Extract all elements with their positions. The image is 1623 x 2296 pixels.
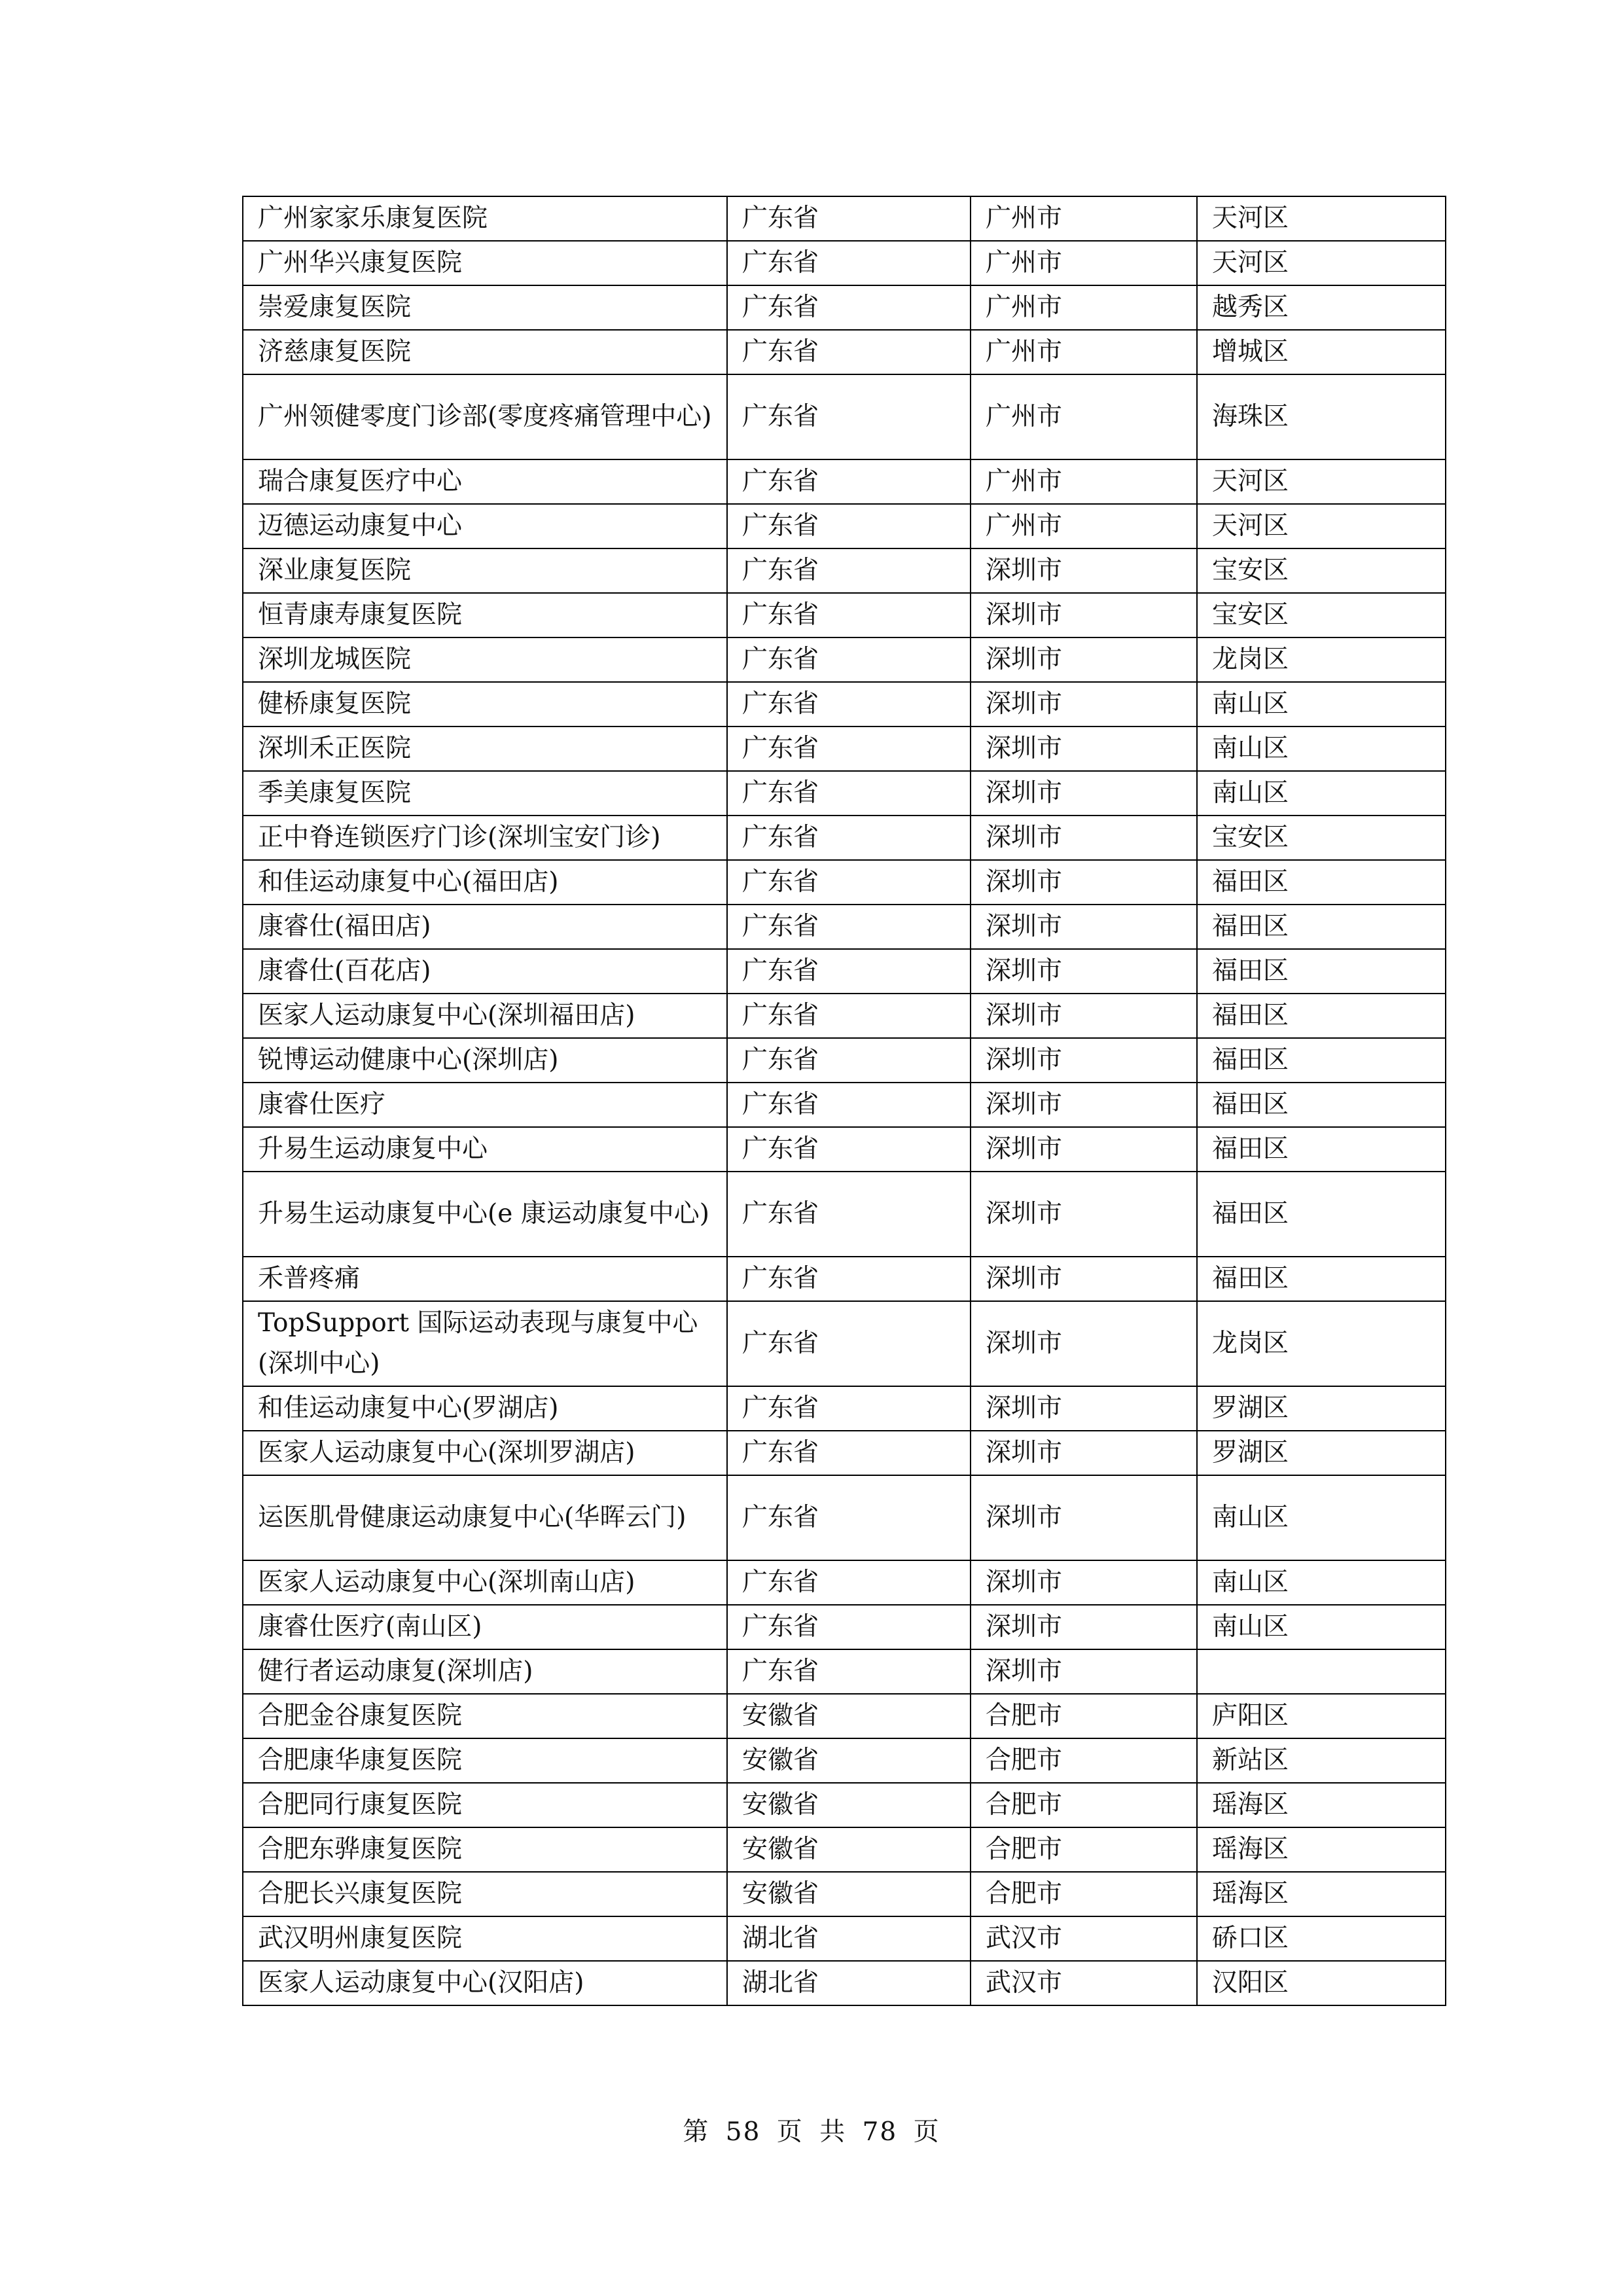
table-row: [243, 1694, 1446, 1738]
district-cell: 汉阳区: [1197, 1961, 1446, 2005]
city-cell: 广州市: [971, 459, 1197, 504]
table-row: [243, 949, 1446, 994]
city-cell: 武汉市: [971, 1916, 1197, 1961]
table-row: [243, 196, 1446, 241]
institution-name-cell: 深圳龙城医院: [243, 637, 727, 682]
city-cell: 深圳市: [971, 816, 1197, 860]
table-row: [243, 593, 1446, 637]
district-cell: 南山区: [1197, 771, 1446, 816]
province-cell: 广东省: [727, 860, 971, 905]
province-cell: 广东省: [727, 949, 971, 994]
district-cell: [1197, 1649, 1446, 1694]
district-cell: 福田区: [1197, 1038, 1446, 1083]
institution-name-cell: 恒青康寿康复医院: [243, 593, 727, 637]
province-cell: 广东省: [727, 459, 971, 504]
province-cell: 广东省: [727, 771, 971, 816]
institution-name-cell: 和佳运动康复中心(罗湖店): [243, 1386, 727, 1431]
district-cell: 天河区: [1197, 459, 1446, 504]
province-cell: 湖北省: [727, 1961, 971, 2005]
city-cell: 深圳市: [971, 994, 1197, 1038]
province-cell: 广东省: [727, 1083, 971, 1127]
district-cell: 南山区: [1197, 1560, 1446, 1605]
city-cell: 合肥市: [971, 1694, 1197, 1738]
institution-name-cell: 康睿仕(百花店): [243, 949, 727, 994]
district-cell: 天河区: [1197, 241, 1446, 285]
district-cell: 福田区: [1197, 860, 1446, 905]
city-cell: 深圳市: [971, 1386, 1197, 1431]
city-cell: 广州市: [971, 241, 1197, 285]
district-cell: 天河区: [1197, 196, 1446, 241]
district-cell: 庐阳区: [1197, 1694, 1446, 1738]
province-cell: 广东省: [727, 1301, 971, 1386]
table-row: [243, 682, 1446, 726]
city-cell: 广州市: [971, 330, 1197, 374]
table-row: [243, 1127, 1446, 1172]
district-cell: 越秀区: [1197, 285, 1446, 330]
district-cell: 龙岗区: [1197, 1301, 1446, 1386]
city-cell: 深圳市: [971, 1301, 1197, 1386]
table-row: [243, 1783, 1446, 1827]
district-cell: 宝安区: [1197, 548, 1446, 593]
district-cell: 罗湖区: [1197, 1386, 1446, 1431]
province-cell: 广东省: [727, 726, 971, 771]
table-row: [243, 726, 1446, 771]
institution-name-cell: 济慈康复医院: [243, 330, 727, 374]
province-cell: 广东省: [727, 1649, 971, 1694]
table-row: [243, 1386, 1446, 1431]
province-cell: 广东省: [727, 1386, 971, 1431]
institution-name-cell: 康睿仕(福田店): [243, 905, 727, 949]
table-body: [243, 196, 1446, 2005]
city-cell: 深圳市: [971, 860, 1197, 905]
institution-name-cell: 广州领健零度门诊部(零度疼痛管理中心): [243, 374, 727, 459]
province-cell: 广东省: [727, 548, 971, 593]
institution-name-cell: 医家人运动康复中心(深圳罗湖店): [243, 1431, 727, 1475]
institution-name-cell: 和佳运动康复中心(福田店): [243, 860, 727, 905]
province-cell: 广东省: [727, 682, 971, 726]
page-footer: 第 58 页 共 78 页: [683, 2117, 940, 2147]
province-cell: 安徽省: [727, 1694, 971, 1738]
institution-name-cell: 医家人运动康复中心(汉阳店): [243, 1961, 727, 2005]
institution-name-cell: 瑞合康复医疗中心: [243, 459, 727, 504]
city-cell: 深圳市: [971, 548, 1197, 593]
city-cell: 深圳市: [971, 949, 1197, 994]
city-cell: 深圳市: [971, 1257, 1197, 1301]
province-cell: 广东省: [727, 994, 971, 1038]
district-cell: 天河区: [1197, 504, 1446, 548]
table-row: [243, 241, 1446, 285]
city-cell: 深圳市: [971, 1083, 1197, 1127]
province-cell: 广东省: [727, 330, 971, 374]
district-cell: 南山区: [1197, 726, 1446, 771]
institution-name-cell: 医家人运动康复中心(深圳福田店): [243, 994, 727, 1038]
table-row: [243, 1605, 1446, 1649]
city-cell: 合肥市: [971, 1783, 1197, 1827]
city-cell: 广州市: [971, 196, 1197, 241]
table-row: [243, 637, 1446, 682]
province-cell: 广东省: [727, 196, 971, 241]
table-row: [243, 1649, 1446, 1694]
city-cell: 武汉市: [971, 1961, 1197, 2005]
province-cell: 安徽省: [727, 1872, 971, 1916]
institution-name-cell: 正中脊连锁医疗门诊(深圳宝安门诊): [243, 816, 727, 860]
city-cell: 广州市: [971, 504, 1197, 548]
institution-name-cell: 广州家家乐康复医院: [243, 196, 727, 241]
table-row: [243, 1301, 1446, 1386]
table-row: [243, 905, 1446, 949]
district-cell: 福田区: [1197, 1083, 1446, 1127]
institution-name-cell: 禾普疼痛: [243, 1257, 727, 1301]
institution-name-cell: 崇爱康复医院: [243, 285, 727, 330]
province-cell: 广东省: [727, 1560, 971, 1605]
city-cell: 深圳市: [971, 1172, 1197, 1257]
province-cell: 广东省: [727, 593, 971, 637]
district-cell: 福田区: [1197, 905, 1446, 949]
province-cell: 广东省: [727, 374, 971, 459]
province-cell: 广东省: [727, 1475, 971, 1560]
province-cell: 广东省: [727, 241, 971, 285]
district-cell: 龙岗区: [1197, 637, 1446, 682]
city-cell: 深圳市: [971, 593, 1197, 637]
district-cell: 福田区: [1197, 1257, 1446, 1301]
province-cell: 广东省: [727, 285, 971, 330]
institution-table: [242, 196, 1446, 2006]
district-cell: 新站区: [1197, 1738, 1446, 1783]
institution-name-cell: 健桥康复医院: [243, 682, 727, 726]
institution-name-cell: 锐博运动健康中心(深圳店): [243, 1038, 727, 1083]
city-cell: 深圳市: [971, 1431, 1197, 1475]
institution-name-cell: 运医肌骨健康运动康复中心(华晖云门): [243, 1475, 727, 1560]
institution-name-cell: 升易生运动康复中心(e 康运动康复中心): [243, 1172, 727, 1257]
institution-name-cell: 广州华兴康复医院: [243, 241, 727, 285]
table-row: [243, 860, 1446, 905]
district-cell: 瑶海区: [1197, 1872, 1446, 1916]
province-cell: 广东省: [727, 905, 971, 949]
table-row: [243, 1475, 1446, 1560]
city-cell: 合肥市: [971, 1827, 1197, 1872]
province-cell: 广东省: [727, 1127, 971, 1172]
table-row: [243, 1560, 1446, 1605]
table-row: [243, 1916, 1446, 1961]
city-cell: 深圳市: [971, 1560, 1197, 1605]
city-cell: 深圳市: [971, 682, 1197, 726]
city-cell: 深圳市: [971, 1649, 1197, 1694]
province-cell: 广东省: [727, 1172, 971, 1257]
city-cell: 广州市: [971, 285, 1197, 330]
district-cell: 硚口区: [1197, 1916, 1446, 1961]
city-cell: 深圳市: [971, 1605, 1197, 1649]
table-row: [243, 548, 1446, 593]
district-cell: 福田区: [1197, 949, 1446, 994]
district-cell: 福田区: [1197, 994, 1446, 1038]
district-cell: 瑶海区: [1197, 1783, 1446, 1827]
province-cell: 安徽省: [727, 1783, 971, 1827]
table-row: [243, 1172, 1446, 1257]
province-cell: 湖北省: [727, 1916, 971, 1961]
city-cell: 深圳市: [971, 726, 1197, 771]
table-row: [243, 1827, 1446, 1872]
table-row: [243, 459, 1446, 504]
city-cell: 深圳市: [971, 637, 1197, 682]
institution-name-cell: 深圳禾正医院: [243, 726, 727, 771]
institution-name-cell: 健行者运动康复(深圳店): [243, 1649, 727, 1694]
institution-name-cell: 合肥长兴康复医院: [243, 1872, 727, 1916]
city-cell: 深圳市: [971, 1475, 1197, 1560]
institution-name-cell: 合肥东骅康复医院: [243, 1827, 727, 1872]
institution-name-cell: 康睿仕医疗(南山区): [243, 1605, 727, 1649]
province-cell: 广东省: [727, 1605, 971, 1649]
table-row: [243, 1872, 1446, 1916]
province-cell: 广东省: [727, 816, 971, 860]
institution-name-cell: 康睿仕医疗: [243, 1083, 727, 1127]
district-cell: 南山区: [1197, 682, 1446, 726]
table-row: [243, 994, 1446, 1038]
city-cell: 深圳市: [971, 1038, 1197, 1083]
city-cell: 深圳市: [971, 1127, 1197, 1172]
province-cell: 广东省: [727, 1431, 971, 1475]
institution-name-cell: TopSupport 国际运动表现与康复中心(深圳中心): [243, 1301, 727, 1386]
province-cell: 广东省: [727, 1038, 971, 1083]
province-cell: 广东省: [727, 1257, 971, 1301]
district-cell: 福田区: [1197, 1172, 1446, 1257]
institution-name-cell: 季美康复医院: [243, 771, 727, 816]
district-cell: 罗湖区: [1197, 1431, 1446, 1475]
city-cell: 合肥市: [971, 1872, 1197, 1916]
city-cell: 深圳市: [971, 771, 1197, 816]
table-row: [243, 1961, 1446, 2005]
city-cell: 广州市: [971, 374, 1197, 459]
table-row: [243, 504, 1446, 548]
district-cell: 南山区: [1197, 1475, 1446, 1560]
table-row: [243, 330, 1446, 374]
province-cell: 安徽省: [727, 1738, 971, 1783]
institution-name-cell: 合肥同行康复医院: [243, 1783, 727, 1827]
table-row: [243, 771, 1446, 816]
district-cell: 宝安区: [1197, 816, 1446, 860]
district-cell: 海珠区: [1197, 374, 1446, 459]
table-row: [243, 1431, 1446, 1475]
institution-name-cell: 医家人运动康复中心(深圳南山店): [243, 1560, 727, 1605]
district-cell: 宝安区: [1197, 593, 1446, 637]
table-row: [243, 1083, 1446, 1127]
province-cell: 广东省: [727, 504, 971, 548]
table-row: [243, 285, 1446, 330]
province-cell: 安徽省: [727, 1827, 971, 1872]
province-cell: 广东省: [727, 637, 971, 682]
district-cell: 增城区: [1197, 330, 1446, 374]
district-cell: 南山区: [1197, 1605, 1446, 1649]
city-cell: 合肥市: [971, 1738, 1197, 1783]
institution-name-cell: 升易生运动康复中心: [243, 1127, 727, 1172]
institution-name-cell: 合肥金谷康复医院: [243, 1694, 727, 1738]
table-row: [243, 1257, 1446, 1301]
institution-name-cell: 深业康复医院: [243, 548, 727, 593]
district-cell: 瑶海区: [1197, 1827, 1446, 1872]
city-cell: 深圳市: [971, 905, 1197, 949]
table-row: [243, 1038, 1446, 1083]
district-cell: 福田区: [1197, 1127, 1446, 1172]
institution-name-cell: 合肥康华康复医院: [243, 1738, 727, 1783]
table-row: [243, 374, 1446, 459]
table-row: [243, 1738, 1446, 1783]
institution-name-cell: 武汉明州康复医院: [243, 1916, 727, 1961]
table-row: [243, 816, 1446, 860]
institution-name-cell: 迈德运动康复中心: [243, 504, 727, 548]
